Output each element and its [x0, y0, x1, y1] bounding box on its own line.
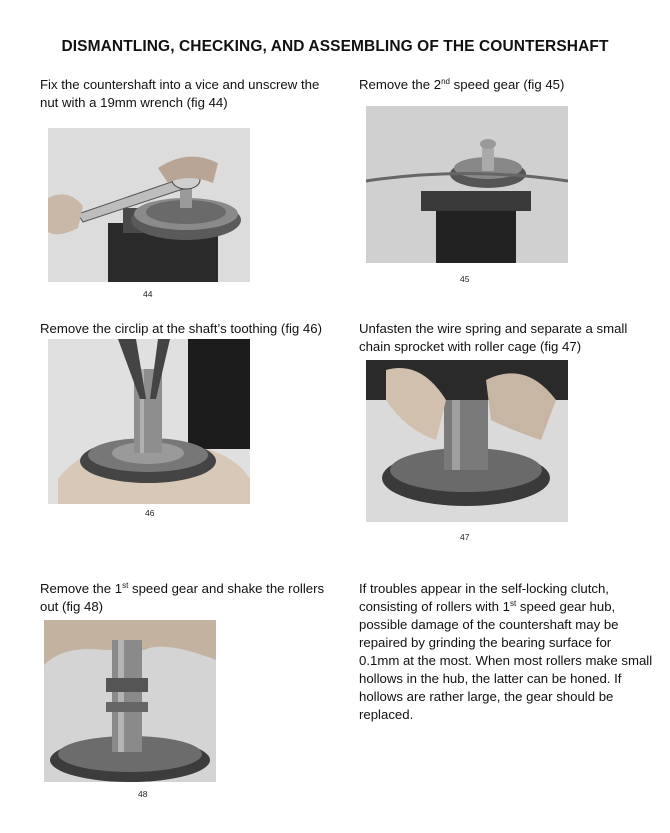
note-line: hollows are rather large, the gear should be	[359, 689, 614, 704]
page-title: DISMANTLING, CHECKING, AND ASSEMBLING OF THE COUNTERSHAFT	[61, 38, 609, 55]
figure-47-photo	[366, 360, 568, 522]
note-line: repaired by grinding the bearing surface for	[359, 635, 612, 650]
figure-number: 47	[460, 532, 470, 542]
figure-number: 45	[460, 274, 470, 284]
figure-number: 44	[143, 289, 153, 299]
figure-number: 48	[138, 789, 148, 799]
figure-46-photo	[48, 339, 250, 504]
caption-line: Remove the circlip at the shaft’s toothing (fig 46)	[40, 321, 322, 336]
step-44-caption	[40, 76, 340, 112]
caption-line: Unfasten the wire spring and separate a small	[359, 321, 628, 336]
step-46-caption	[40, 320, 340, 338]
step-45-caption	[359, 76, 659, 94]
note-line: hollows in the hub, the latter can be honed. If	[359, 671, 622, 686]
note-line: consisting of rollers with 1st speed gear hub,	[359, 599, 616, 614]
figure-45-photo	[366, 106, 568, 263]
figure-number: 46	[145, 508, 155, 518]
step-48-caption	[40, 580, 340, 616]
note-line: replaced.	[359, 707, 414, 722]
figure-44-photo	[48, 128, 250, 282]
caption-line: chain sprocket with roller cage (fig 47)	[359, 339, 582, 354]
caption-line: Remove the 1st speed gear and shake the rollers	[40, 581, 325, 596]
clutch-repair-note	[359, 580, 664, 724]
step-47-caption	[359, 320, 664, 356]
note-line: 0.1mm at the most. When most rollers make small	[359, 653, 653, 668]
note-line: If troubles appear in the self-locking clutch,	[359, 581, 609, 596]
caption-line: nut with a 19mm wrench (fig 44)	[40, 95, 228, 110]
figure-48-photo	[44, 620, 216, 782]
caption-line: Fix the countershaft into a vice and unscrew the	[40, 77, 320, 92]
caption-line: Remove the 2nd speed gear (fig 45)	[359, 77, 565, 92]
note-line: possible damage of the countershaft may be	[359, 617, 619, 632]
caption-line: out (fig 48)	[40, 599, 104, 614]
